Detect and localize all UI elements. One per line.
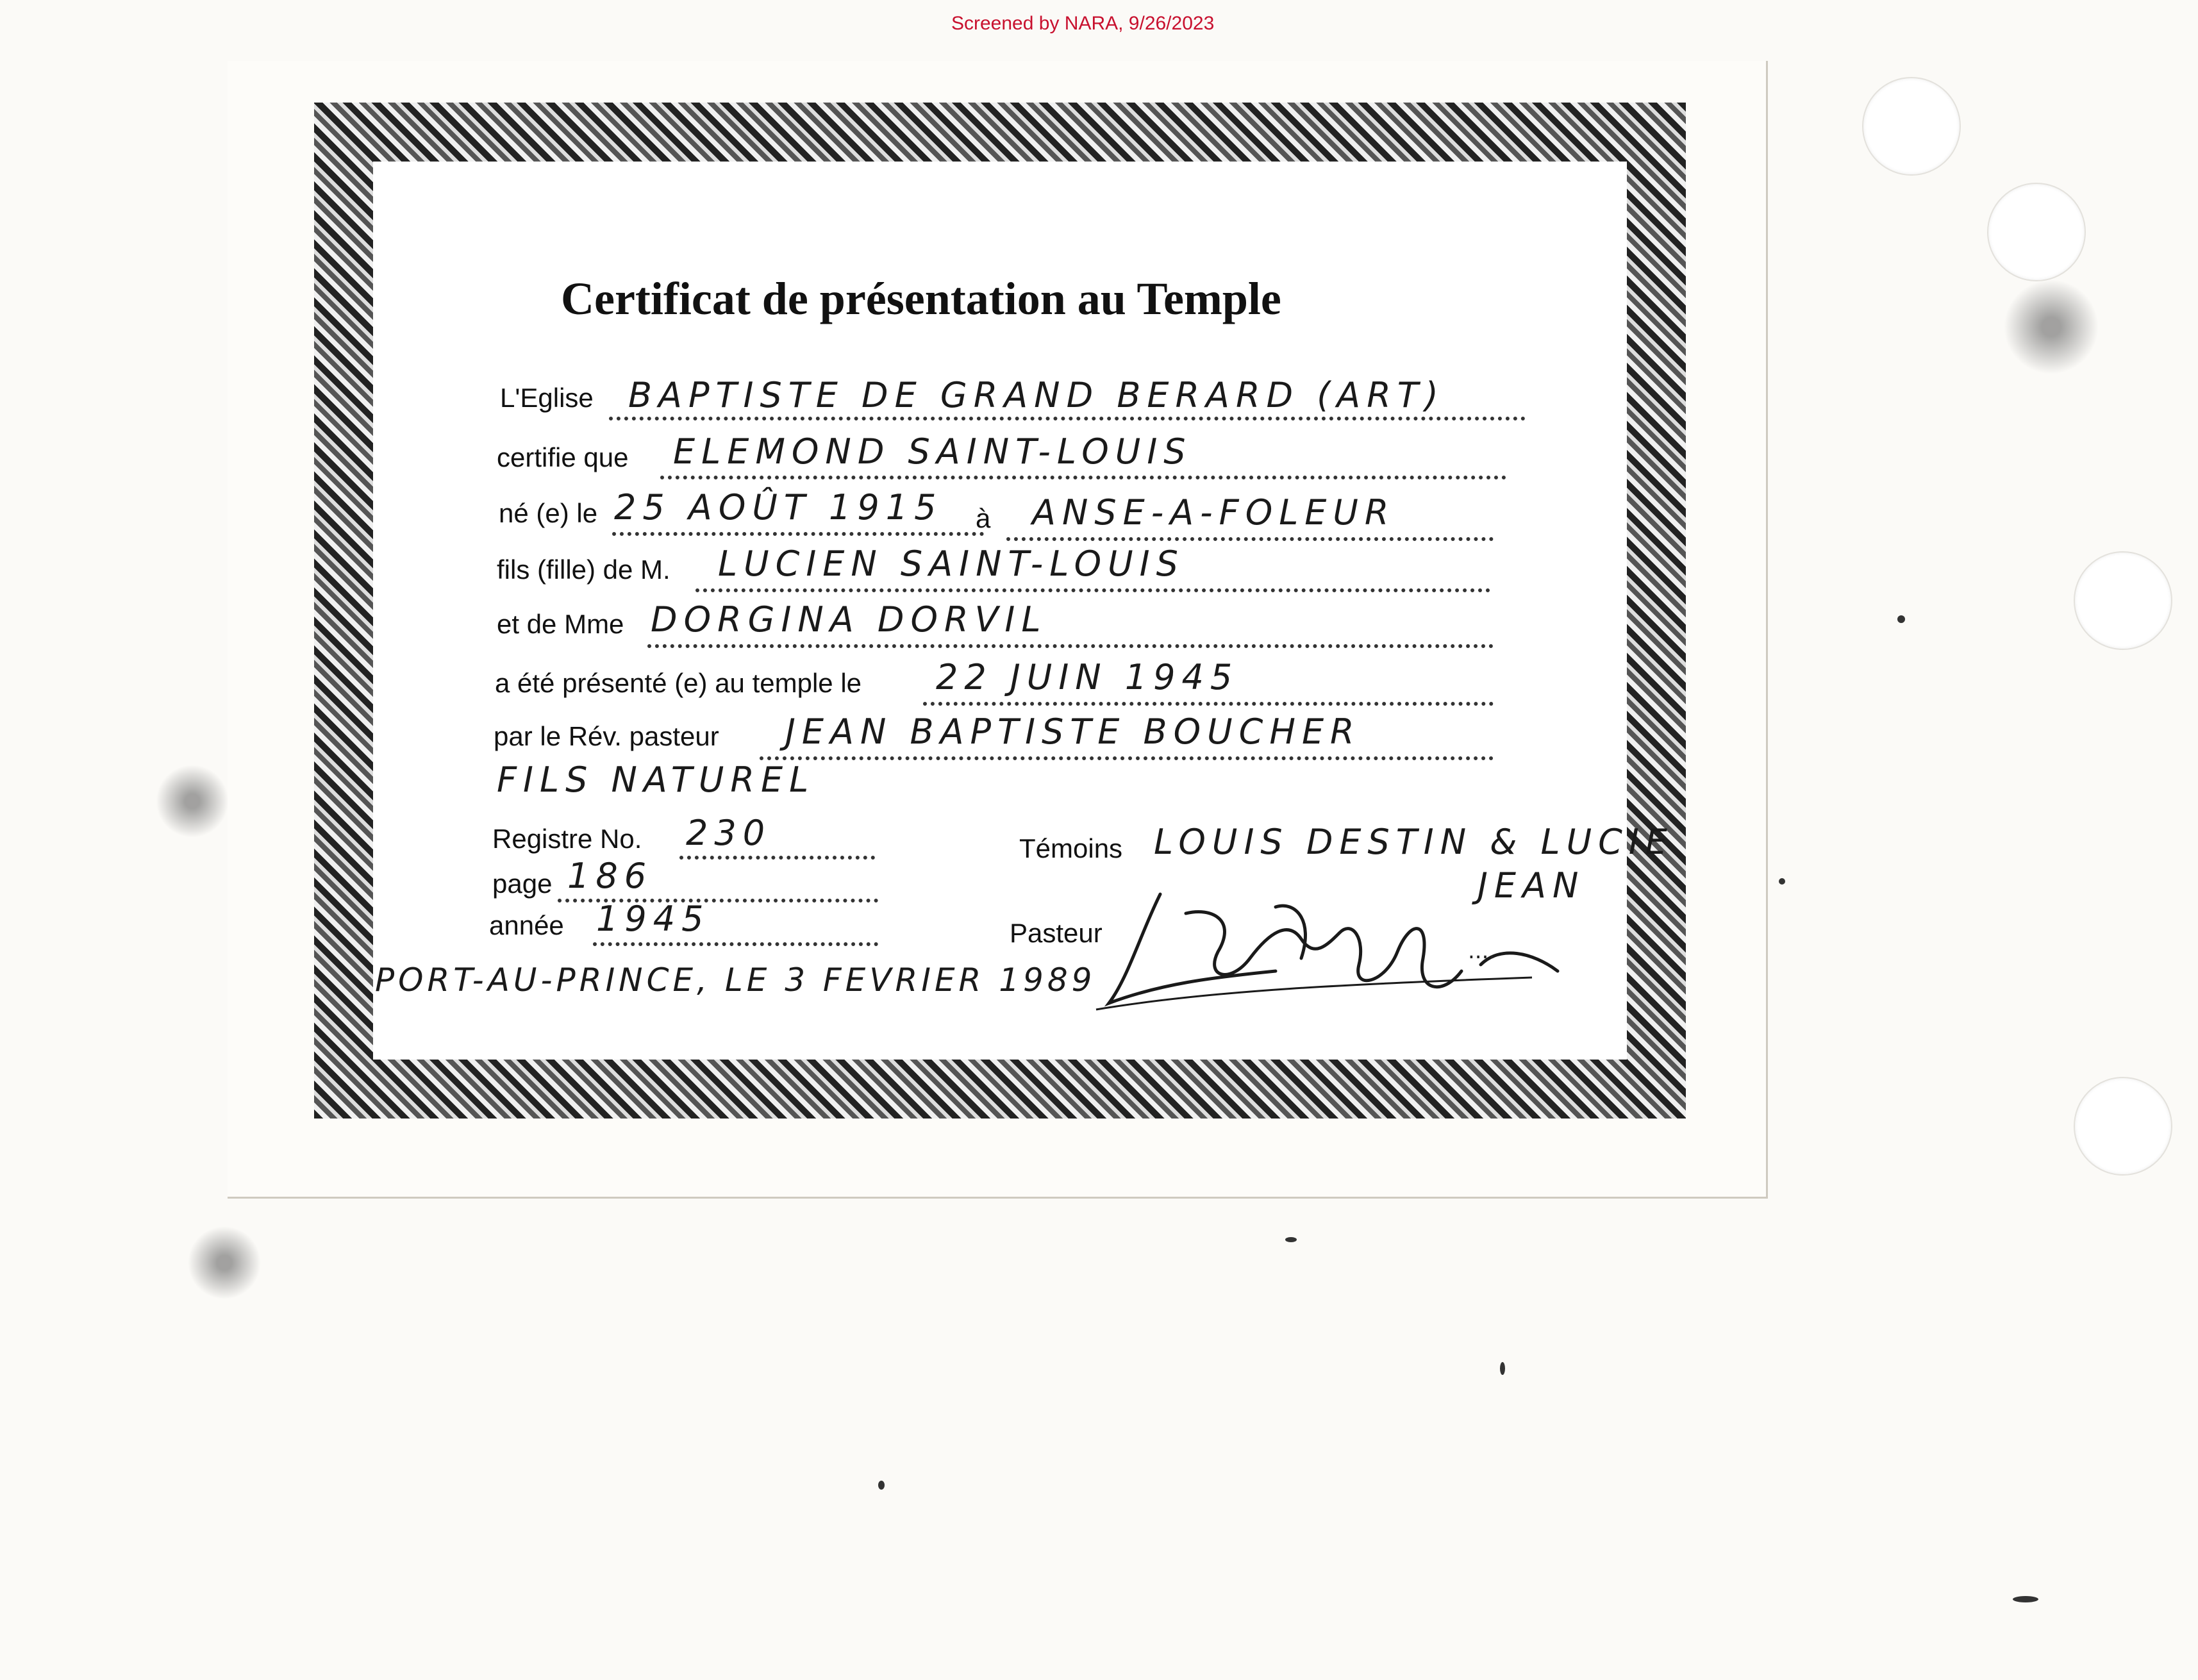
field-value: ELEMOND SAINT-LOUIS xyxy=(673,431,1192,472)
field-value: ANSE-A-FOLEUR xyxy=(1032,492,1395,533)
field-label: né (e) le xyxy=(499,498,598,528)
place-and-date: PORT-AU-PRINCE, LE 3 FEVRIER 1989 xyxy=(375,961,1096,999)
field-value: 25 AOÛT 1915 xyxy=(614,487,943,528)
annee-label: année xyxy=(489,910,564,940)
field-label: et de Mme xyxy=(497,609,624,639)
pastor-signature xyxy=(1083,881,1570,1022)
temoins-label: Témoins xyxy=(1019,833,1123,863)
scan-speck xyxy=(1897,615,1905,623)
field-value: DORGINA DORVIL xyxy=(651,599,1047,640)
field-label: a été présenté (e) au temple le xyxy=(495,668,862,698)
temoins-value-2: JEAN xyxy=(1478,865,1585,906)
nara-stamp: Screened by NARA, 9/26/2023 xyxy=(951,13,1215,34)
scan-speck xyxy=(1779,878,1785,885)
field-label: à xyxy=(976,503,991,533)
registre-value: 230 xyxy=(686,813,772,853)
scan-speck xyxy=(1285,1237,1297,1242)
scan-speck xyxy=(878,1481,885,1490)
registre-label: Registre No. xyxy=(492,824,642,854)
page-label: page xyxy=(492,869,553,899)
field-value: LUCIEN SAINT-LOUIS xyxy=(718,544,1185,584)
binder-hole xyxy=(2074,1077,2172,1176)
scan-smudge xyxy=(1968,244,2135,410)
field-label: L'Eglise xyxy=(500,383,594,413)
field-label: certifie que xyxy=(497,442,629,472)
field-label: par le Rév. pasteur xyxy=(494,721,719,751)
binder-hole xyxy=(1862,77,1961,176)
note-fils-naturel: FILS NATUREL xyxy=(497,760,815,800)
field-value: 22 JUIN 1945 xyxy=(936,657,1239,697)
certificate-title: Certificat de présentation au Temple xyxy=(561,273,1281,324)
field-value: JEAN BAPTISTE BOUCHER xyxy=(785,711,1361,752)
field-value: BAPTISTE DE GRAND BERARD (ART) xyxy=(628,375,1445,415)
annee-value: 1945 xyxy=(596,899,710,939)
svg-text:....: .... xyxy=(1468,938,1496,964)
scan-smudge xyxy=(154,1205,295,1320)
scan-smudge xyxy=(128,737,256,865)
field-label: fils (fille) de M. xyxy=(497,554,670,585)
page-value: 186 xyxy=(567,856,653,896)
binder-hole xyxy=(2074,551,2172,650)
pasteur-label: Pasteur xyxy=(1010,918,1103,948)
scan-speck xyxy=(2013,1596,2038,1602)
temoins-value: LOUIS DESTIN & LUCIE xyxy=(1154,822,1674,862)
scan-speck xyxy=(1500,1362,1505,1375)
